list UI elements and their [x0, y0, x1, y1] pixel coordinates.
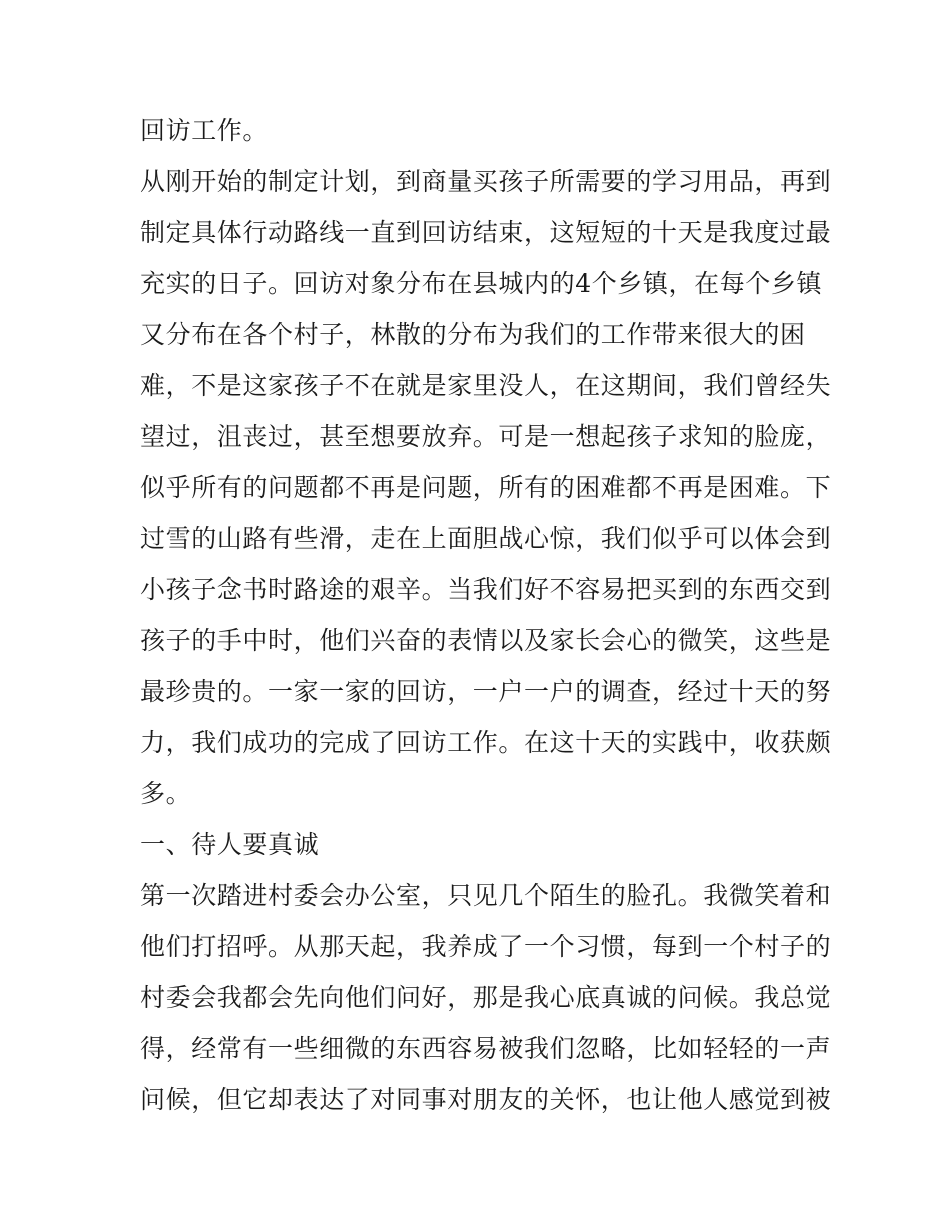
section-heading: 一、待人要真诚 — [140, 830, 320, 859]
text-line: 充实的日子。回访对象分布在县城内的4个乡镇，在每个乡镇 — [140, 269, 823, 298]
text-line: 从刚开始的制定计划，到商量买孩子所需要的学习用品，再到 — [140, 167, 832, 196]
text-line: 村委会我都会先向他们问好，那是我心底真诚的问候。我总觉 — [140, 983, 832, 1012]
text-line: 过雪的山路有些滑，走在上面胆战心惊，我们似乎可以体会到 — [140, 524, 832, 553]
text-line: 难，不是这家孩子不在就是家里没人，在这期间，我们曾经失 — [140, 371, 832, 400]
text-line: 最珍贵的。一家一家的回访，一户一户的调查，经过十天的努 — [140, 677, 832, 706]
text-line: 他们打招呼。从那天起，我养成了一个习惯，每到一个村子的 — [140, 932, 832, 961]
text-line: 得，经常有一些细微的东西容易被我们忽略，比如轻轻的一声 — [140, 1034, 832, 1063]
text-line: 望过，沮丧过，甚至想要放弃。可是一想起孩子求知的脸庞， — [140, 422, 832, 451]
text-line: 孩子的手中时，他们兴奋的表情以及家长会心的微笑，这些是 — [140, 626, 832, 655]
text-line: 小孩子念书时路途的艰辛。当我们好不容易把买到的东西交到 — [140, 575, 832, 604]
body-text — [140, 105, 832, 1125]
text-line: 制定具体行动路线一直到回访结束，这短短的十天是我度过最 — [140, 218, 832, 247]
text-line: 第一次踏进村委会办公室，只见几个陌生的脸孔。我微笑着和 — [140, 881, 832, 910]
text-line: 力，我们成功的完成了回访工作。在这十天的实践中，收获颇 — [140, 728, 832, 757]
text-line: 回访工作。 — [140, 116, 269, 145]
text-line: 又分布在各个村子，林散的分布为我们的工作带来很大的困 — [140, 320, 806, 349]
text-line: 似乎所有的问题都不再是问题，所有的困难都不再是困难。下 — [140, 473, 832, 502]
text-line: 问候，但它却表达了对同事对朋友的关怀，也让他人感觉到被 — [140, 1085, 832, 1114]
text-line: 多。 — [140, 779, 192, 808]
